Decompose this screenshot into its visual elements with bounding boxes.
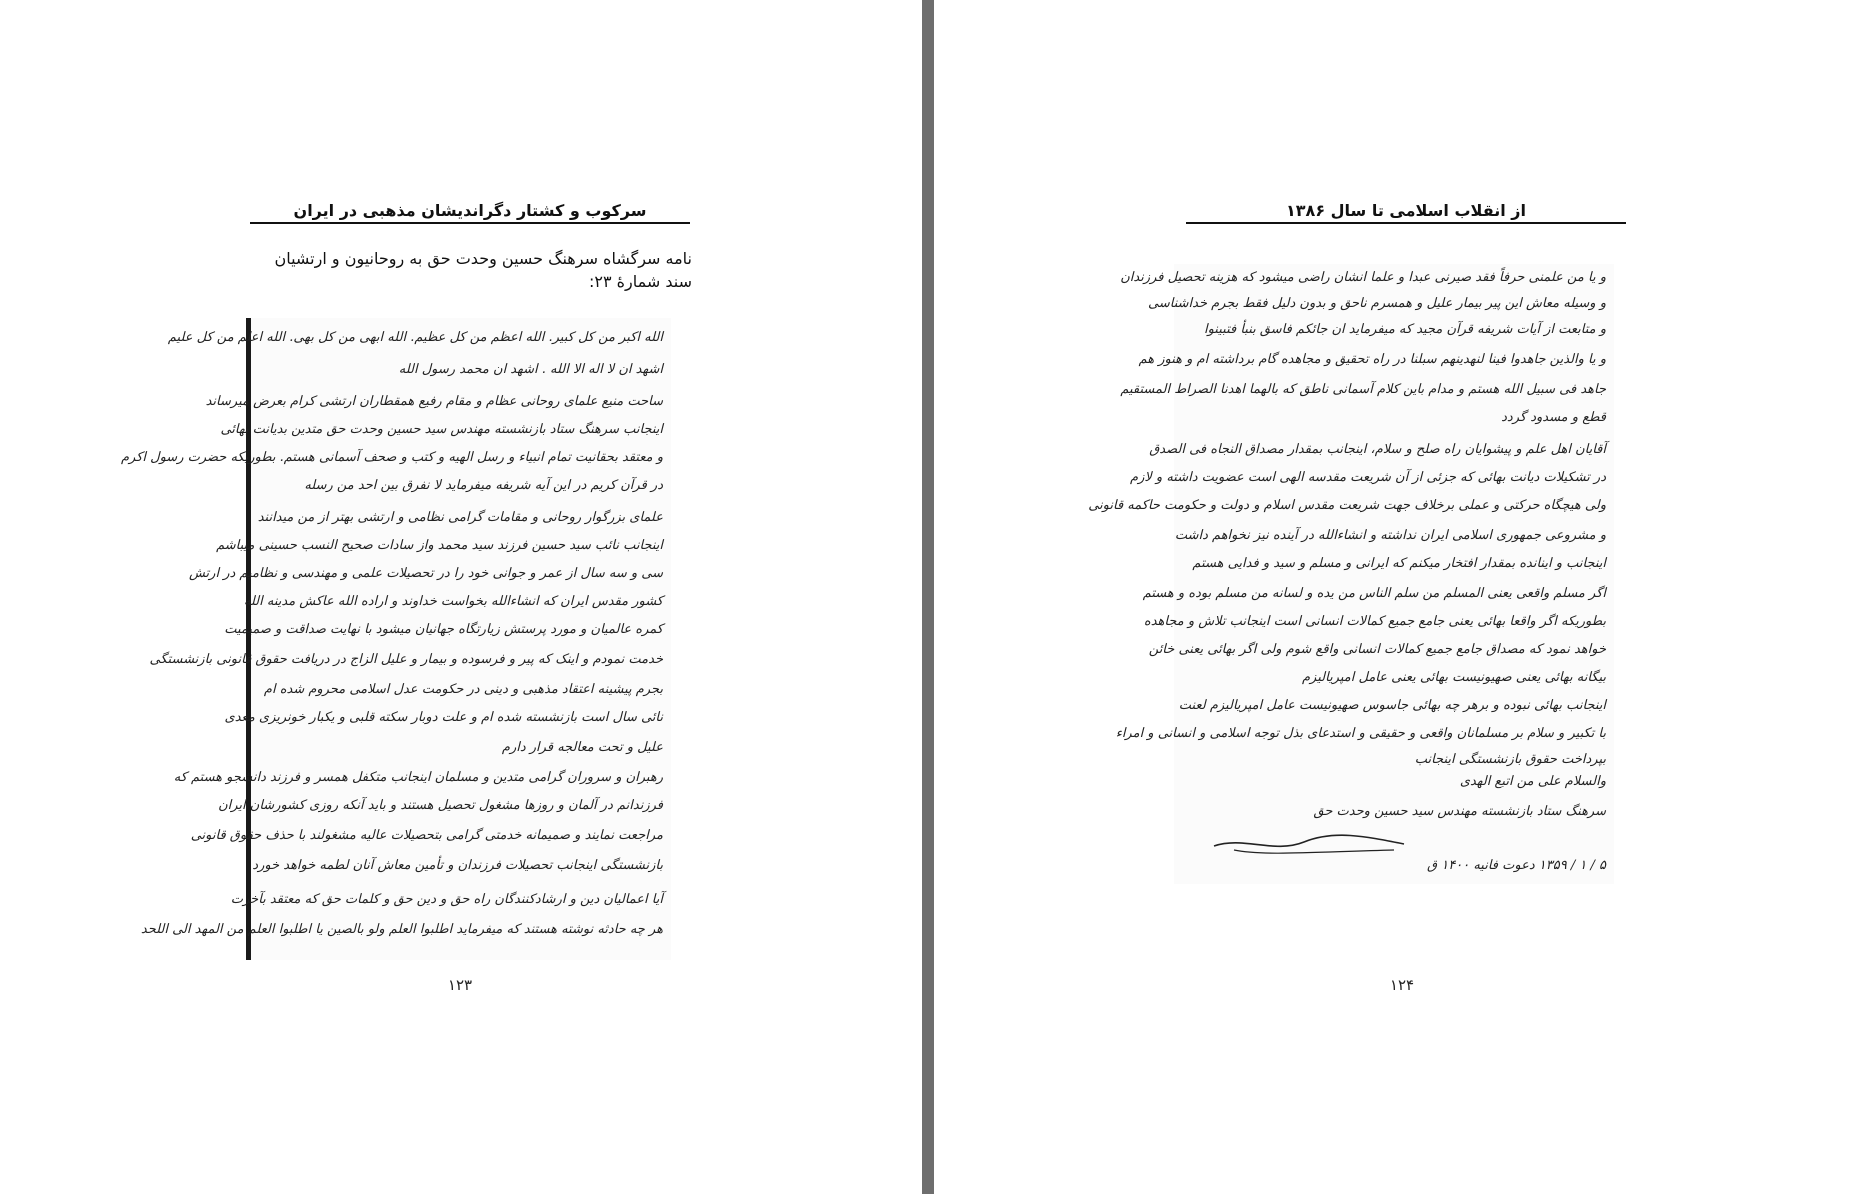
handwritten-line: سی و سه سال از عمر و جوانی خود را در تحصیلات علمی و مهندسی و نظامیم در ارتش <box>188 566 663 581</box>
handwritten-line: اینجانب سرهنگ ستاد بازنشسته مهندس سید حسین وحدت حق متدین بدیانت بهائی <box>220 422 663 437</box>
handwritten-line: بیگانه بهائی یعنی صهیونیست بهائی یعنی عامل امپریالیزم <box>1302 670 1606 685</box>
handwritten-line: ساحت منیع علمای روحانی عظام و مقام رفیع همقطاران ارتشی کرام بعرض میرساند <box>205 394 663 409</box>
handwritten-line: جاهد فی سبیل الله هستم و مدام باین کلام آسمانی ناطق که بالهما اهدنا الصراط المستقیم <box>1120 382 1606 397</box>
handwritten-line: قطع و مسدود گردد <box>1501 410 1606 425</box>
handwritten-line: آقایان اهل علم و پیشوایان راه صلح و سلام، اینجانب بمقدار مصداق النجاه فی الصدق <box>1149 442 1606 457</box>
handwritten-line: و متابعت از آیات شریفه قرآن مجید که میفرماید ان جائکم فاسق بنبأ فتبینوا <box>1203 322 1606 337</box>
left-page <box>0 0 922 1194</box>
handwritten-line: بازنشستگی اینجانب تحصیلات فرزندان و تأمین معاش آنان لطمه خواهد خورد <box>252 858 663 873</box>
handwritten-line: آیا اعمالیان دین و ارشادکنندگان راه حق و دین حق و کلمات حق که معتقد بآخرت <box>230 892 663 907</box>
handwritten-line: و یا والذین جاهدوا فینا لنهدینهم سبلنا در راه تحقیق و مجاهده گام برداشته ام و هنوز هم <box>1138 352 1606 367</box>
handwritten-line: اینجانب نائب سید حسین فرزند سید محمد واز سادات صحیح النسب حسینی میباشم <box>216 538 663 553</box>
handwritten-line: ولی هیچگاه حرکتی و عملی برخلاف جهت شریعت مقدس اسلام و دولت و حکومت حاکمه قانونی <box>1088 498 1606 513</box>
signature-date: ۵ / ۱ / ۱۳۵۹ دعوت فانیه ۱۴۰۰ ق <box>1427 858 1606 873</box>
handwritten-letter-scan <box>1088 264 1614 884</box>
handwritten-line: مراجعت نمایند و صمیمانه خدمتی گرامی بتحصیلات عالیه مشغولند با حذف حقوق قانونی <box>190 828 663 843</box>
handwritten-line: نائی سال است بازنشسته شده ام و علت دوبار سکته قلبی و یکبار خونریزی معدی <box>224 710 663 725</box>
running-head: سرکوب و کشتار دگراندیشان مذهبی در ایران <box>293 201 647 220</box>
book-gutter <box>922 0 934 1194</box>
handwritten-line: اگر مسلم واقعی یعنی المسلم من سلم الناس من یده و لسانه من مسلم بوده و هستم <box>1142 586 1606 601</box>
handwritten-line: و مشروعی جمهوری اسلامی ایران نداشته و انشاءالله در آینده نیز نخواهم داشت <box>1174 528 1606 543</box>
handwritten-line: و یا من علمنی حرفاً فقد صیرنی عبدا و علما انشان راضی میشود که هزینه تحصیل فرزندان <box>1120 270 1606 285</box>
page-number: ۱۲۴ <box>1389 976 1415 994</box>
handwritten-line: خواهد نمود که مصداق جامع جمیع کمالات انسانی واقع شوم ولی اگر بهائی یعنی خائن <box>1148 642 1606 657</box>
handwritten-line: علیل و تحت معالجه قرار دارم <box>501 740 663 755</box>
handwritten-line: بجرم پیشینه اعتقاد مذهبی و دینی در حکومت عدل اسلامی محروم شده ام <box>263 682 663 697</box>
handwritten-line: علمای بزرگوار روحانی و مقامات گرامی نظامی و ارتشی بهتر از من میدانند <box>257 510 663 525</box>
handwritten-line: هر چه حادثه نوشته هستند که میفرماید اطلبوا العلم ولو بالصین یا اطلبوا العلم من المهد الی اللحد <box>140 922 663 937</box>
handwritten-line: سرهنگ ستاد بازنشسته مهندس سید حسین وحدت حق <box>1313 804 1606 819</box>
handwritten-line: اشهد ان لا اله الا الله . اشهد ان محمد رسول الله <box>398 362 663 377</box>
header-rule <box>1186 222 1626 224</box>
handwritten-line: الله اکبر من کل کبیر. الله اعظم من کل عظیم. الله ابهی من کل بهی. الله اعلم من کل علیم <box>167 330 663 345</box>
handwritten-line: در قرآن کریم در این آیه شریفه میفرماید لا نفرق بین احد من رسله <box>304 478 663 493</box>
right-page <box>934 0 1849 1194</box>
handwritten-line: خدمت نمودم و اینک که پیر و فرسوده و بیمار و علیل الزاج در دریافت حقوق قانونی بازنشستگی <box>149 652 663 667</box>
handwritten-line: و معتقد بحقانیت تمام انبیاء و رسل الهیه و کتب و صحف آسمانی هستم. بطوریکه حضرت رسول اکرم <box>120 450 663 465</box>
handwritten-line: کمره عالمیان و مورد پرستش زیارتگاه جهانیان میشود با نهایت صداقت و صمیمیت <box>224 622 663 637</box>
document-caption <box>250 247 692 293</box>
handwritten-line: رهبران و سروران گرامی متدین و مسلمان اینجانب متکفل همسر و فرزند دانشجو هستم که <box>173 770 663 785</box>
handwritten-line: و وسیله معاش این پیر بیمار علیل و همسرم ناحق و بدون دلیل فقط بجرم خداشناسی <box>1148 296 1606 311</box>
handwritten-line: اینجانب بهائی نبوده و برهر چه بهائی جاسوس صهیونیست عامل امپریالیزم لعنت <box>1178 698 1606 713</box>
running-head: از انقلاب اسلامی تا سال ۱۳۸۶ <box>1286 201 1526 220</box>
handwritten-line: با تکبیر و سلام بر مسلمانان واقعی و حقیقی و استدعای بذل توجه اسلامی و انسانی و امراء <box>1115 726 1606 741</box>
page-number: ۱۲۳ <box>447 976 473 994</box>
handwritten-line: والسلام علی من اتبع الهدی <box>1459 774 1606 789</box>
handwritten-line: فرزندانم در آلمان و روزها مشغول تحصیل هستند و باید آنکه روزی کشورشان ایران <box>218 798 663 813</box>
handwritten-line: در تشکیلات دیانت بهائی که جزئی از آن شریعت مقدسه الهی است عضویت داشته و لازم <box>1130 470 1606 485</box>
header-rule <box>250 222 690 224</box>
caption-document-number: سند شمارهٔ ۲۳: <box>588 272 692 291</box>
handwritten-line: بطوریکه اگر واقعا بهائی یعنی جامع جمیع کمالات انسانی است اینجانب تلاش و مجاهده <box>1143 614 1606 629</box>
handwritten-line: کشور مقدس ایران که انشاءالله بخواست خداوند و اراده الله عاکش مدینه الله <box>243 594 663 609</box>
signature-icon <box>1194 832 1414 858</box>
handwritten-letter-scan <box>120 318 671 960</box>
handwritten-line: اینجانب و اینانده بمقدار افتخار میکنم که ایرانی و مسلم و سید و فدایی هستم <box>1192 556 1606 571</box>
handwritten-line: بپرداخت حقوق بازنشستگی اینجانب <box>1414 752 1606 767</box>
caption-title: نامه سرگشاه سرهنگ حسین وحدت حق به روحانیون و ارتشیان <box>274 249 692 268</box>
